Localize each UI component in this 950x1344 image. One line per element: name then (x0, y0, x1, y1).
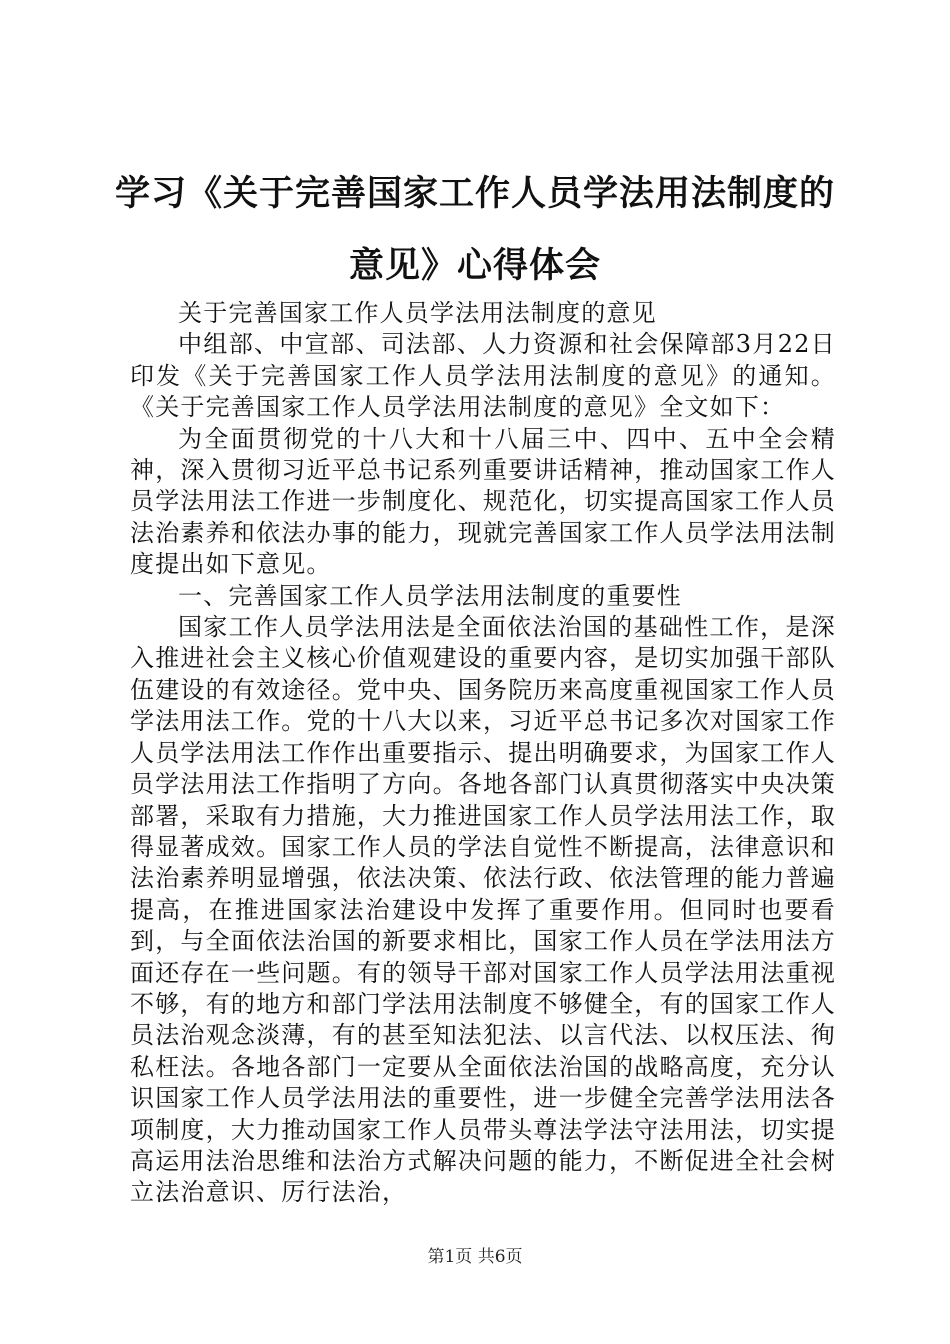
document-title: 学习《关于完善国家工作人员学法用法制度的意见》心得体会 (114, 174, 835, 286)
paragraph: 为全面贯彻党的十八大和十八届三中、四中、五中全会精神，深入贯彻习近平总书记系列重要讲话精神，推动国家工作人员学法用法工作进一步制度化、规范化，切实提高国家工作人员法治素养和依法办事的能力，现就完善国家工作人员学法用法制度提出如下意见。 (130, 424, 836, 579)
page-footer: 第1页 共6页 (427, 1247, 523, 1267)
paragraph: 中组部、中宣部、司法部、人力资源和社会保障部3月22日印发《关于完善国家工作人员学法用法制度的意见》的通知。《关于完善国家工作人员学法用法制度的意见》全文如下： (130, 330, 836, 422)
document-body (130, 298, 836, 1209)
section-heading: 一、完善国家工作人员学法用法制度的重要性 (178, 581, 682, 610)
paragraph: 关于完善国家工作人员学法用法制度的意见 (178, 299, 657, 327)
paragraph: 国家工作人员学法用法是全面依法治国的基础性工作，是深入推进社会主义核心价值观建设的重要内容，是切实加强干部队伍建设的有效途径。党中央、国务院历来高度重视国家工作人员学法用法工作。党的十八大以来，习近平总书记多次对国家工作人员学法用法工作作出重要指示、提出明确要求，为国家工作人员学法用法工作指明了方向。各地各部门认真贯彻落实中央决策部署，采取有力措施，大力推进国家工作人员学法用法工作，取得显著成效。国家工作人员的学法自觉性不断提高，法律意识和法治素养明显增强，依法决策、依法行政、依法管理的能力普遍提高，在推进国家法治建设中发挥了重要作用。但同时也要看到，与全面依法治国的新要求相比，国家工作人员在学法用法方面还存在一些问题。有的领导干部对国家工作人员学法用法重视不够，有的地方和部门学法用法制度不够健全，有的国家工作人员法治观念淡薄，有的甚至知法犯法、以言代法、以权压法、徇私枉法。各地各部门一定要从全面依法治国的战略高度，充分认识国家工作人员学法用法的重要性，进一步健全完善学法用法各项制度，大力推动国家工作人员带头尊法学法守法用法，切实提高运用法治思维和法治方式解决问题的能力，不断促进全社会树立法治意识、厉行法治， (130, 613, 836, 1207)
